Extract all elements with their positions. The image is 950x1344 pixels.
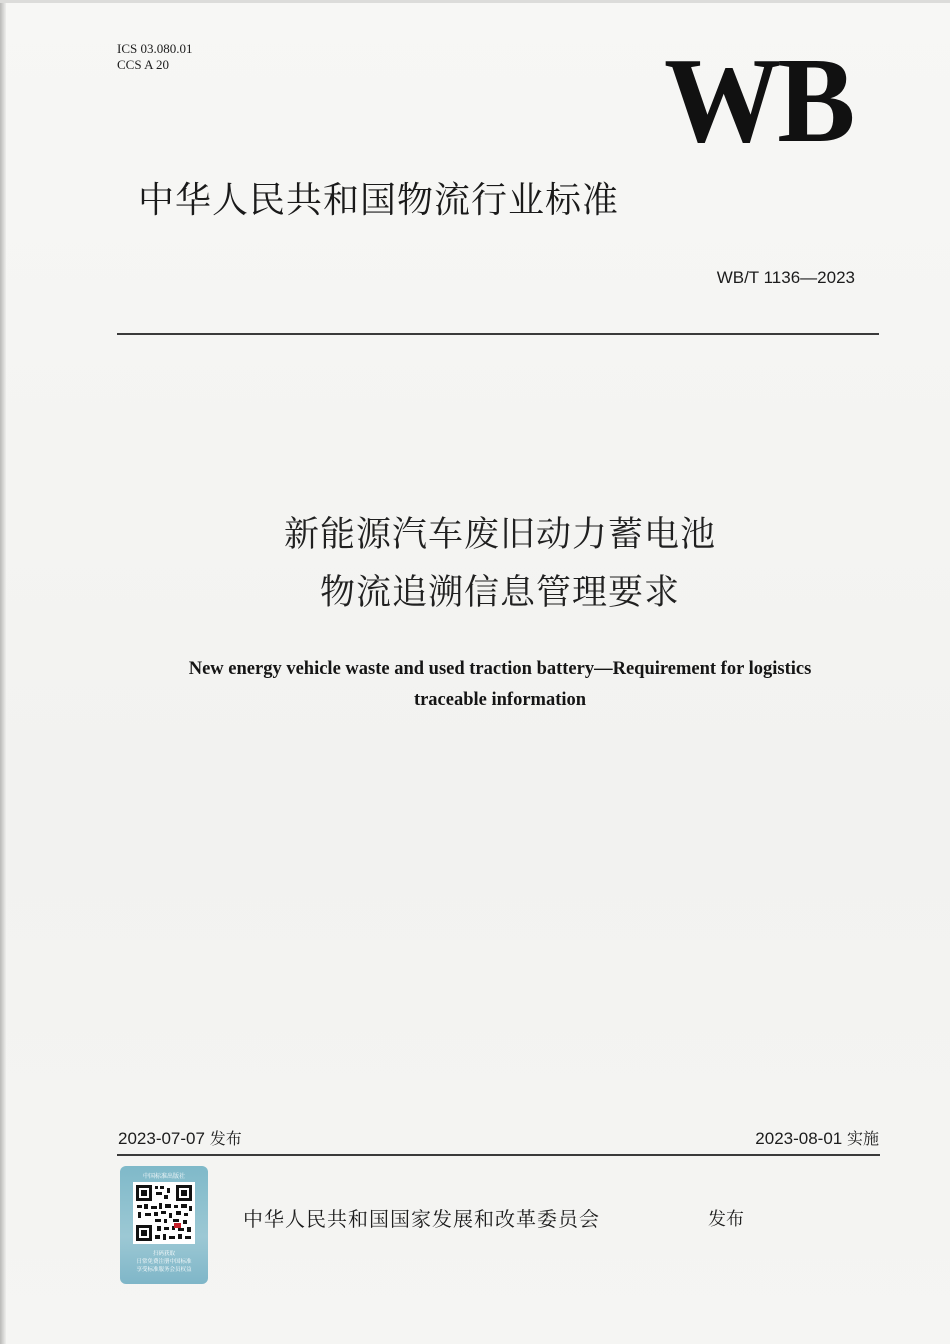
chinese-title-line-2: 物流追溯信息管理要求 xyxy=(319,573,680,613)
implement-date: 2023-08-01 xyxy=(755,1129,843,1148)
issue-date: 2023-07-07 xyxy=(118,1129,205,1148)
qr-card-header: 中国标准出版社 xyxy=(142,1173,185,1180)
qr-card-footer xyxy=(120,1250,208,1274)
industry-standard-title: 中华人民共和国物流行业标准 xyxy=(138,180,620,221)
chinese-title xyxy=(150,506,850,622)
qr-card-footer-line-1: 扫码获取 xyxy=(152,1251,175,1257)
ccs-code: CCS A 20 xyxy=(117,57,170,72)
english-title-line-1: New energy vehicle waste and used traction battery—Requirement for logistics xyxy=(188,659,812,679)
english-title xyxy=(120,654,880,716)
issue-label: 发布 xyxy=(209,1129,242,1148)
qr-card-footer-line-3: 享受标准服务会员权益 xyxy=(136,1267,192,1273)
page-scan-top-edge xyxy=(0,0,950,3)
top-divider xyxy=(117,333,879,335)
chinese-title-line-1: 新能源汽车废旧动力蓄电池 xyxy=(283,515,716,555)
issue-date-block xyxy=(118,1126,242,1149)
wb-logo: WB xyxy=(664,33,852,168)
implement-label: 实施 xyxy=(846,1129,879,1148)
classification-codes xyxy=(117,41,192,73)
qr-code-graphic xyxy=(133,1182,195,1244)
qr-code-card xyxy=(120,1166,208,1284)
standard-number: WB/T 1136—2023 xyxy=(716,268,855,287)
qr-card-footer-line-2: 日常免费注册中国标准 xyxy=(136,1259,192,1265)
english-title-line-2: traceable information xyxy=(413,690,587,710)
ics-code: ICS 03.080.01 xyxy=(117,41,193,56)
bottom-divider xyxy=(117,1154,880,1156)
publish-label: 发布 xyxy=(708,1209,744,1230)
publisher-name: 中华人民共和国国家发展和改革委员会 xyxy=(243,1207,600,1231)
qr-code-icon[interactable] xyxy=(133,1182,195,1244)
page-scan-edge xyxy=(0,0,6,1344)
implement-date-block xyxy=(660,1126,879,1149)
